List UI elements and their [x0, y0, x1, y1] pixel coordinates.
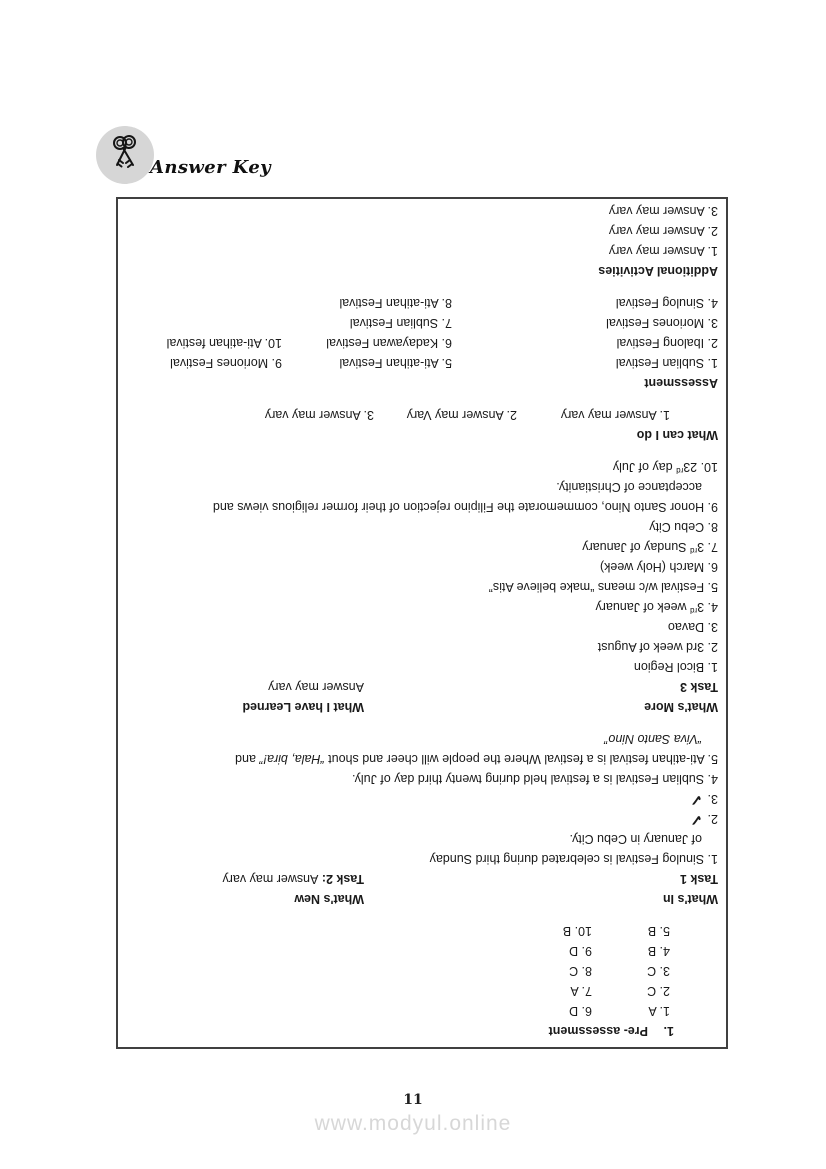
answer-cell: 9. D	[569, 944, 592, 958]
check-mark: ✓	[689, 811, 703, 828]
pre-assessment-row	[126, 961, 670, 981]
watermark: www.modyul.online	[314, 1112, 512, 1135]
keys-icon	[104, 132, 146, 179]
section-headings-row	[126, 889, 718, 909]
answer-cell: 9. Moriones Festival	[170, 356, 282, 370]
answer-cell: 6. Kadayawan Festival	[326, 336, 452, 350]
list-item: 8. Cebu City	[649, 520, 718, 534]
answer-cell: 1. A	[648, 1004, 670, 1018]
answer-line: 1. Answer may vary	[608, 244, 718, 258]
answer-cell: 8. Ati-atihan Festival	[339, 296, 452, 310]
ordinal-suffix: rd	[690, 606, 698, 616]
answer-cell: 4. B	[647, 944, 670, 958]
answer-key-box	[116, 197, 728, 1049]
pre-assessment-row	[126, 941, 670, 961]
item-text: week of January	[595, 600, 691, 614]
answer-cell: 2. C	[647, 984, 670, 998]
item-number: 3.	[707, 792, 718, 806]
whats-in-heading: What's In	[662, 892, 718, 906]
item-text: 7. 3	[697, 540, 718, 554]
list-item-continuation: of January in Cebu City.	[569, 832, 702, 846]
item-text: 5. Ati-atihan festival is a festival Where the people will cheer and shout	[324, 752, 718, 766]
section-headings-row	[126, 697, 718, 717]
item-number: 2.	[707, 812, 718, 826]
list-item	[126, 809, 718, 829]
assessment-heading: Assessment	[644, 376, 718, 390]
list-item: 2. 3rd week of August	[597, 640, 718, 654]
page-title: Answer Key	[150, 157, 272, 178]
pre-assessment-row	[126, 921, 670, 941]
answer-cell: 3. Answer may vary	[264, 408, 374, 422]
check-mark: ✓	[689, 791, 703, 808]
answer-cell: 1. Sublian Festival	[615, 356, 718, 370]
assessment-row	[126, 333, 718, 353]
item-text: and	[235, 752, 260, 766]
whats-more-heading: What's More	[644, 700, 718, 714]
task1-label: Task 1	[680, 872, 718, 886]
task3-answer: Answer may vary	[268, 680, 364, 694]
list-item-continuation: “Viva Santo Nino”	[604, 732, 702, 746]
answer-cell: 7. Sublian Festival	[349, 316, 452, 330]
list-item: 4. Sublian Festival is a festival held during twenty third day of July.	[352, 772, 718, 786]
ordinal-suffix: rd	[676, 466, 684, 476]
answer-key-badge	[96, 126, 154, 184]
pre-assessment-row	[126, 981, 670, 1001]
pre-assessment-title: Pre- assessment	[548, 1024, 648, 1038]
pre-assessment-row	[126, 1001, 670, 1021]
answer-line: 3. Answer may vary	[608, 204, 718, 218]
answer-cell: 10. B	[562, 924, 592, 938]
answer-cell: 3. Moriones Festival	[606, 316, 718, 330]
item-text: day of July	[612, 460, 677, 474]
answer-cell: 2. Answer may Vary	[406, 408, 517, 422]
list-item	[126, 457, 718, 477]
pre-assessment-heading	[126, 1021, 674, 1041]
task2-answer	[223, 869, 365, 889]
task-row	[126, 677, 718, 697]
assessment-row	[126, 353, 718, 373]
answer-cell: 4. Sinulog Festival	[615, 296, 718, 310]
what-i-have-learned-heading: What I have Learned	[242, 700, 364, 714]
answer-cell: 8. C	[569, 964, 592, 978]
assessment-row	[126, 313, 718, 333]
list-item: 5. Festival w/c means “make believe Atis”	[488, 580, 718, 594]
list-item	[126, 749, 718, 769]
list-item	[126, 789, 718, 809]
list-item: 1. Sinulog Festival is celebrated during third Sunday	[429, 852, 718, 866]
answer-cell: 1. Answer may vary	[560, 408, 670, 422]
task3-label: Task 3	[680, 680, 718, 694]
answer-cell: 7. A	[570, 984, 592, 998]
list-item: 9. Honor Santo Nino, commemorate the Filipino rejection of their former religious views and	[212, 500, 718, 514]
answer-cell: 5. Ati-atihan Festival	[339, 356, 452, 370]
list-item: 3. Davao	[667, 620, 718, 634]
item-text: 10. 23	[683, 460, 718, 474]
additional-activities-heading: Additional Activities	[598, 264, 718, 278]
item-text: 4. 3	[697, 600, 718, 614]
answers-row	[126, 405, 670, 425]
list-item: 1. Bicol Region	[633, 660, 718, 674]
list-item: 6. March (Holy week)	[599, 560, 718, 574]
rotated-content	[118, 199, 726, 1047]
list-item-continuation: acceptance of Christianity.	[556, 480, 702, 494]
page-number: 11	[403, 1092, 423, 1108]
task-row	[126, 869, 718, 889]
what-can-i-do-heading: What can I do	[636, 428, 718, 442]
answer-line: 2. Answer may vary	[608, 224, 718, 238]
task2-label: Task 2:	[321, 872, 364, 886]
answer-cell: 6. D	[569, 1004, 592, 1018]
answer-cell: 5. B	[647, 924, 670, 938]
item-text: Sunday of January	[582, 540, 691, 554]
assessment-row	[126, 293, 718, 313]
pre-assessment-number: 1.	[663, 1024, 674, 1038]
list-item	[126, 537, 718, 557]
ordinal-suffix: rd	[690, 546, 698, 556]
whats-new-heading: What's New	[294, 892, 364, 906]
quoted-phrase: “Hala, bira!”	[259, 752, 325, 766]
answer-cell: 3. C	[647, 964, 670, 978]
task2-text: Answer may vary	[222, 872, 319, 886]
answer-cell: 10. Ati-atihan festival	[166, 336, 282, 350]
answer-cell: 2. Ibalong Festival	[616, 336, 718, 350]
list-item	[126, 597, 718, 617]
